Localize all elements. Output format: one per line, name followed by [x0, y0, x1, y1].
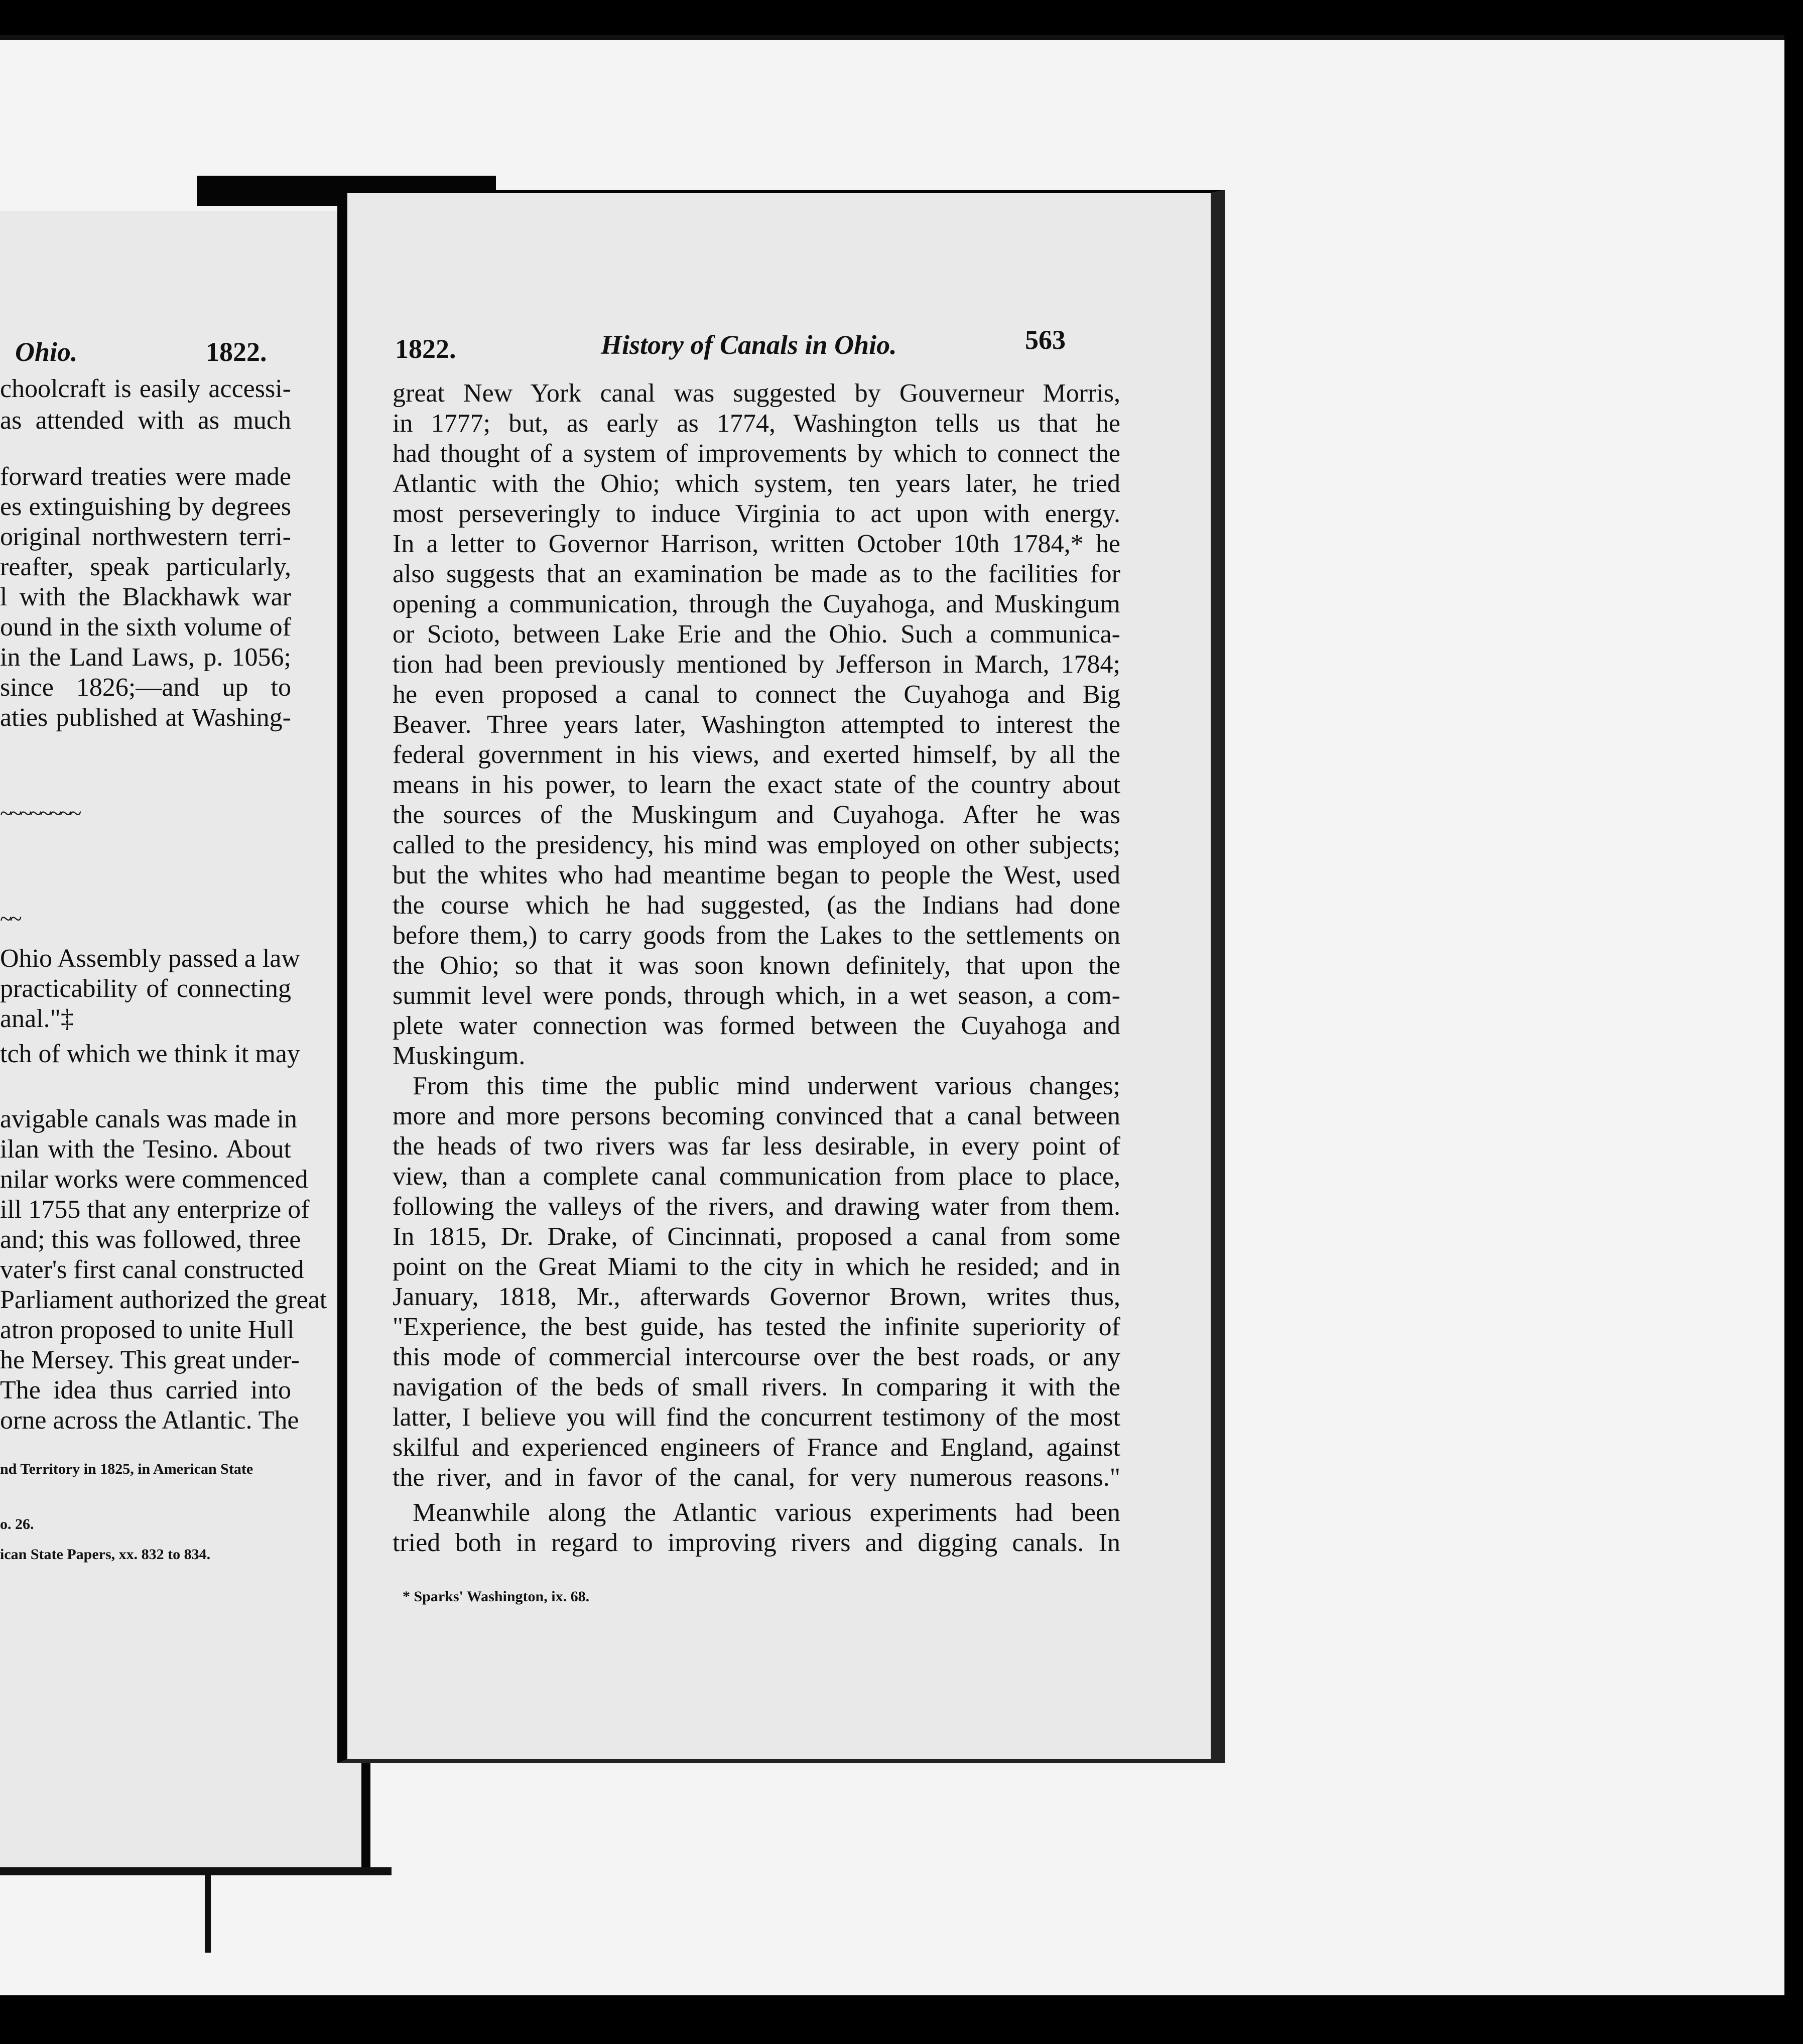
right-line: the heads of two rivers was far less desirable, in every point of: [393, 1132, 1120, 1161]
right-header-year: 1822.: [395, 334, 456, 364]
right-line: "Experience, the best guide, has tested the infinite superiority of: [393, 1313, 1120, 1341]
right-line: the river, and in favor of the canal, for very numerous reasons.": [393, 1463, 1120, 1492]
left-line: anal."‡: [0, 1004, 74, 1033]
right-line: the sources of the Muskingum and Cuyahoga. After he was: [393, 801, 1120, 829]
right-line: plete water connection was formed between the Cuyahoga and: [393, 1011, 1120, 1040]
left-page: [0, 211, 370, 1872]
right-line: Meanwhile along the Atlantic various experiments had been: [413, 1498, 1120, 1527]
left-line: es extinguishing by degrees: [0, 492, 291, 521]
left-line: tch of which we think it may: [0, 1040, 300, 1068]
right-line: view, than a complete canal communication from place to place,: [393, 1162, 1120, 1191]
left-line: as attended with as much: [0, 406, 291, 435]
right-line: the course which he had suggested, (as the Indians had done: [393, 891, 1120, 920]
right-line: in 1777; but, as early as 1774, Washington tells us that he: [393, 409, 1120, 438]
right-line: the Ohio; so that it was soon known definitely, that upon the: [393, 951, 1120, 980]
right-line: federal government in his views, and exerted himself, by all the: [393, 740, 1120, 769]
left-line: ilan with the Tesino. About: [0, 1135, 291, 1164]
left-line: since 1826;—and up to: [0, 673, 291, 702]
right-header-title: History of Canals in Ohio.: [601, 330, 897, 360]
left-line: Ohio Assembly passed a law: [0, 944, 300, 973]
film-border-right: [1784, 0, 1803, 2044]
right-line: had thought of a system of improvements by which to connect the: [393, 439, 1120, 468]
left-line: nilar works were commenced: [0, 1165, 308, 1194]
left-line: choolcraft is easily accessi-: [0, 374, 291, 403]
left-line: ound in the sixth volume of: [0, 613, 291, 642]
right-line: point on the Great Miami to the city in which he resided; and in: [393, 1252, 1120, 1281]
right-line: latter, I believe you will find the concurrent testimony of the most: [393, 1403, 1120, 1432]
left-line: practicability of connecting: [0, 974, 291, 1003]
right-line: January, 1818, Mr., afterwards Governor Brown, writes thus,: [393, 1283, 1120, 1311]
film-edge: [0, 35, 1784, 40]
right-line: means in his power, to learn the exact state of the country about: [393, 771, 1120, 799]
right-line: summit level were ponds, through which, in a wet season, a com-: [393, 981, 1120, 1010]
right-page: [337, 190, 1225, 1763]
right-line: more and more persons becoming convinced that a canal between: [393, 1102, 1120, 1130]
right-line: or Scioto, between Lake Erie and the Ohio. Such a communica-: [393, 620, 1120, 649]
left-line: The idea thus carried into: [0, 1376, 291, 1404]
right-line: Beaver. Three years later, Washington attempted to interest the: [393, 710, 1120, 739]
left-line: ill 1755 that any enterprize of: [0, 1195, 310, 1224]
left-footnote: ican State Papers, xx. 832 to 834.: [0, 1546, 211, 1563]
left-line: in the Land Laws, p. 1056;: [0, 643, 291, 672]
left-line: aties published at Washing-: [0, 703, 291, 732]
right-line: skilful and experienced engineers of France and England, against: [393, 1433, 1120, 1462]
right-line: most perseveringly to induce Virginia to act upon with energy.: [393, 499, 1120, 528]
right-line: great New York canal was suggested by Gouverneur Morris,: [393, 379, 1120, 408]
left-line: avigable canals was made in: [0, 1105, 297, 1133]
left-footnote: o. 26.: [0, 1516, 34, 1532]
right-line: this mode of commercial intercourse over the best roads, or any: [393, 1343, 1120, 1371]
left-header-title: Ohio.: [15, 337, 78, 367]
left-divider: ~~: [0, 907, 20, 931]
right-line: Atlantic with the Ohio; which system, ten years later, he tried: [393, 469, 1120, 498]
spine-tail: [205, 1872, 211, 1953]
left-line: Parliament authorized the great: [0, 1286, 327, 1314]
right-line: but the whites who had meantime began to people the West, used: [393, 861, 1120, 889]
left-footnote: nd Territory in 1825, in American State: [0, 1461, 253, 1477]
right-line: he even proposed a canal to connect the Cuyahoga and Big: [393, 680, 1120, 709]
right-line: tried both in regard to improving rivers and digging canals. In: [393, 1528, 1120, 1557]
right-line: opening a communication, through the Cuyahoga, and Muskingum: [393, 590, 1120, 618]
right-line: also suggests that an examination be made as to the facilities for: [393, 560, 1120, 588]
spine-edge: [0, 1867, 392, 1875]
left-line: orne across the Atlantic. The: [0, 1406, 299, 1435]
right-line: Muskingum.: [393, 1042, 526, 1070]
left-line: he Mersey. This great under-: [0, 1346, 300, 1374]
film-border-top: [0, 0, 1803, 35]
left-header-year: 1822.: [206, 337, 267, 367]
right-line: In a letter to Governor Harrison, written October 10th 1784,* he: [393, 530, 1120, 558]
film-border-bottom: [0, 1995, 1803, 2044]
right-line: called to the presidency, his mind was employed on other subjects;: [393, 831, 1120, 859]
right-line: tion had been previously mentioned by Jefferson in March, 1784;: [393, 650, 1120, 679]
left-line: and; this was followed, three: [0, 1225, 301, 1254]
right-line: navigation of the beds of small rivers. In comparing it with the: [393, 1373, 1120, 1401]
right-line: following the valleys of the rivers, and drawing water from them.: [393, 1192, 1120, 1221]
page-number: 563: [1025, 325, 1066, 355]
right-line: From this time the public mind underwent various changes;: [413, 1072, 1120, 1100]
left-line: original northwestern terri-: [0, 523, 291, 551]
left-divider: ~~~~~~~~: [0, 801, 80, 826]
right-line: before them,) to carry goods from the Lakes to the settlements on: [393, 921, 1120, 950]
right-footnote: * Sparks' Washington, ix. 68.: [403, 1588, 590, 1605]
left-line: forward treaties were made: [0, 462, 291, 491]
left-line: vater's first canal constructed: [0, 1255, 304, 1284]
left-line: atron proposed to unite Hull: [0, 1316, 295, 1344]
left-line: l with the Blackhawk war: [0, 583, 291, 611]
right-line: In 1815, Dr. Drake, of Cincinnati, proposed a canal from some: [393, 1222, 1120, 1251]
left-line: reafter, speak particularly,: [0, 553, 291, 581]
